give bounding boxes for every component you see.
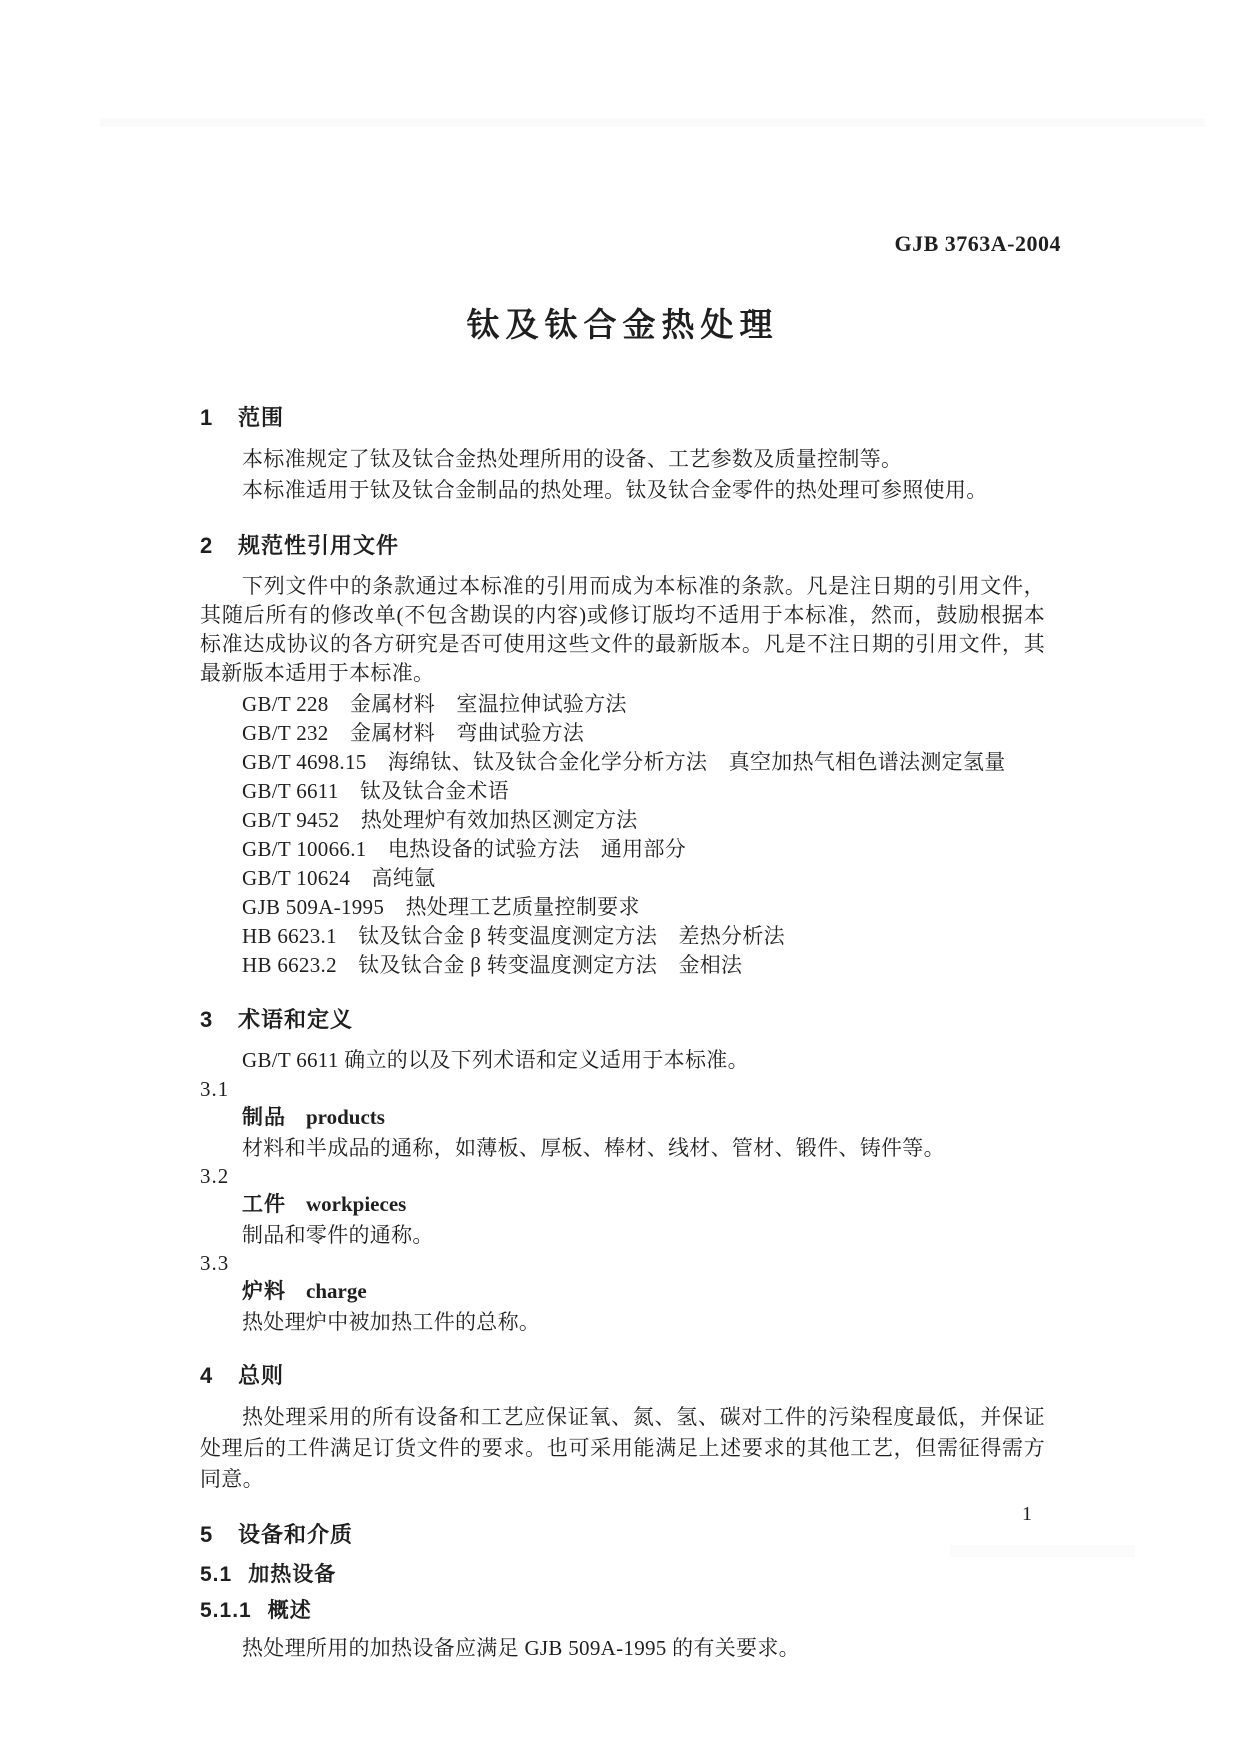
reference-item: HB 6623.2 钛及钛合金 β 转变温度测定方法 金相法 (242, 953, 743, 977)
term-clause-number: 3.2 (200, 1164, 230, 1188)
section-heading-scope (200, 404, 1045, 432)
term-name (200, 1103, 1045, 1134)
terms-intro: GB/T 6611 确立的以及下列术语和定义适用于本标准。 (242, 1048, 749, 1072)
term-name-en: products (306, 1105, 385, 1129)
term-name-zh: 工件 (242, 1193, 286, 1216)
doc-number: GJB 3763A-2004 (894, 231, 1061, 256)
term-block (200, 1162, 1045, 1249)
term-name-en: workpieces (306, 1192, 407, 1216)
term-name-zh: 炉料 (242, 1280, 286, 1303)
section-label: 范围 (238, 405, 285, 430)
clause-number: 5.1 (200, 1563, 233, 1586)
clause-number: 5.1.1 (200, 1599, 252, 1622)
term-clause-number: 3.1 (200, 1077, 230, 1101)
section-label: 设备和介质 (238, 1522, 354, 1547)
section-heading-equipment (200, 1521, 1045, 1549)
reference-item: GB/T 228 金属材料 室温拉伸试验方法 (242, 692, 627, 716)
term-definition: 热处理炉中被加热工件的总称。 (242, 1310, 541, 1334)
section-heading-normative-references (200, 532, 1045, 560)
section-label: 总则 (238, 1363, 285, 1388)
section-label: 术语和定义 (238, 1007, 354, 1032)
document-content (200, 0, 1061, 1664)
section-heading-terms (200, 1006, 1045, 1034)
section-number: 5 (200, 1522, 214, 1547)
reference-item: GB/T 10624 高纯氩 (242, 866, 436, 890)
reference-item: GB/T 10066.1 电热设备的试验方法 通用部分 (242, 837, 687, 861)
reference-item: GJB 509A-1995 热处理工艺质量控制要求 (242, 895, 640, 919)
overview-paragraph: 热处理所用的加热设备应满足 GJB 509A-1995 的有关要求。 (242, 1636, 800, 1660)
section-label: 规范性引用文件 (238, 533, 400, 558)
term-name (200, 1190, 1045, 1221)
term-definition: 材料和半成品的通称，如薄板、厚板、棒材、线材、管材、锻件、铸件等。 (242, 1136, 945, 1160)
general-paragraph: 热处理采用的所有设备和工艺应保证氧、氮、氢、碳对工件的污染程度最低，并保证处理后的工件满足订货文件的要求。也可采用能满足上述要求的其他工艺，但需征得需方同意。 (200, 1405, 1045, 1491)
section-heading-general (200, 1362, 1045, 1390)
reference-item: GB/T 6611 钛及钛合金术语 (242, 779, 510, 803)
clause-label: 概述 (267, 1599, 312, 1622)
reference-item: GB/T 232 金属材料 弯曲试验方法 (242, 721, 585, 745)
term-name-en: charge (306, 1279, 367, 1303)
reference-item: HB 6623.1 钛及钛合金 β 转变温度测定方法 差热分析法 (242, 924, 785, 948)
reference-item: GB/T 9452 热处理炉有效加热区测定方法 (242, 808, 638, 832)
term-block (200, 1249, 1045, 1336)
section-number: 1 (200, 405, 214, 430)
term-name (200, 1277, 1045, 1308)
reference-list (200, 690, 1045, 980)
page-number: 1 (1022, 1503, 1032, 1525)
reference-item: GB/T 4698.15 海绵钛、钛及钛合金化学分析方法 真空加热气相色谱法测定氢量 (242, 750, 1006, 774)
section-number: 3 (200, 1007, 214, 1032)
term-clause-number: 3.3 (200, 1251, 230, 1275)
term-definition: 制品和零件的通称。 (242, 1223, 434, 1247)
clause-label: 加热设备 (248, 1563, 337, 1586)
normative-references-intro: 下列文件中的条款通过本标准的引用而成为本标准的条款。凡是注日期的引用文件，其随后所有的修改单(不包含勘误的内容)或修订版均不适用于本标准，然而，鼓励根据本标准达成协议的各方研究是否可使用这些文件的最新版本。凡是不注日期的引用文件，其最新版本适用于本标准。 (200, 574, 1045, 685)
section-number: 4 (200, 1363, 214, 1388)
scope-paragraph-2: 本标准适用于钛及钛合金制品的热处理。钛及钛合金零件的热处理可参照使用。 (242, 478, 988, 502)
term-name-zh: 制品 (242, 1106, 286, 1129)
subsection-heading-heating-equipment (200, 1561, 1045, 1589)
term-block (200, 1075, 1045, 1162)
document-title: 钛及钛合金热处理 (466, 306, 779, 343)
subsection-heading-overview (200, 1597, 1045, 1625)
section-number: 2 (200, 533, 214, 558)
scope-paragraph-1: 本标准规定了钛及钛合金热处理所用的设备、工艺参数及质量控制等。 (242, 447, 903, 471)
